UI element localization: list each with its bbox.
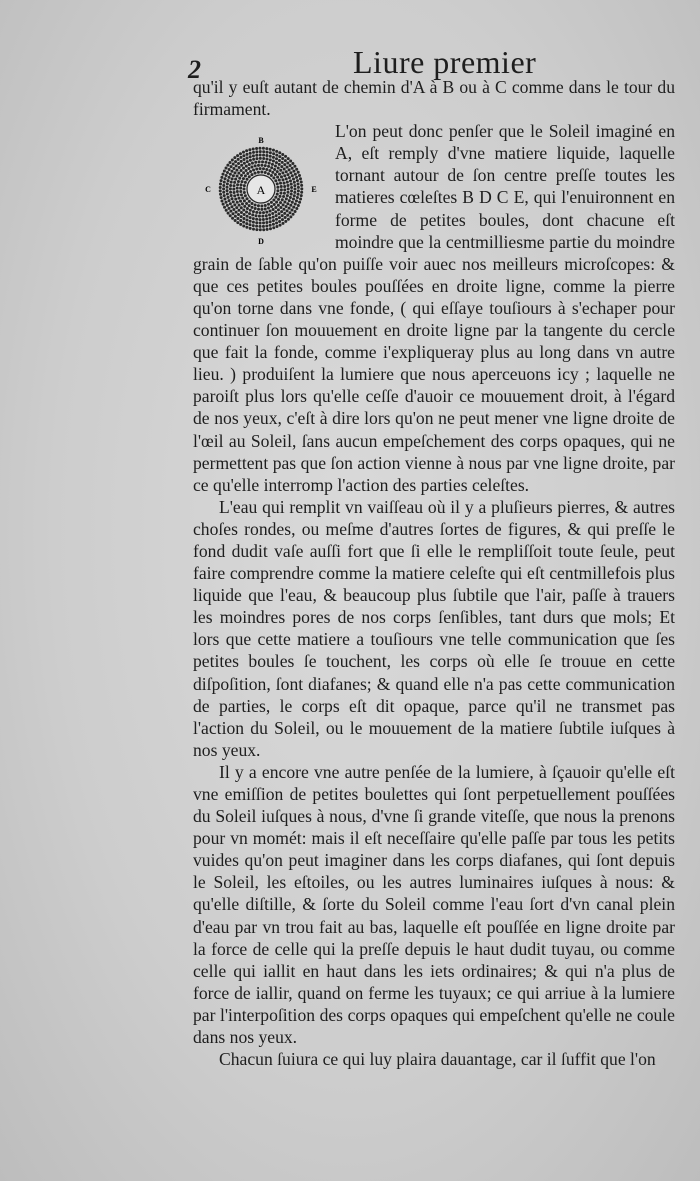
paragraph-sun [193, 120, 675, 496]
paragraph-sun-text: L'on peut donc penſer que le Soleil imaginé en A, eſt remply d'vne matiere liquide, laquelle tornant autour de ſon centre preſſe toutes les matieres cœleſtes B D C E, qui l'enuironnent en forme de petites boules, dont chacune eſt moindre que la centmilliesme partie du moindre grain de ſable qu'on puiſſe voir auec nos meilleurs microſcopes: & que ces petites boules pouſſées en droite ligne, comme la pierre qu'on torne dans vne fonde, ( qui eſſaye touſiours à s'echaper pour continuer ſon mouuement en droite ligne par la tangente du cercle que fait la fonde, comme i'expliqueray plus au long dans vn autre lieu. ) produiſent la lumiere que nous aperceuons icy ; laquelle ne paroiſt plus lors qu'elle ceſſe d'auoir ce mouuement droit, à l'égard de nos yeux, c'eſt à dire lors qu'on ne peut mener vne ligne droite de l'œil au Soleil, ſans aucun empeſchement des corps opaques, qui ne permettent pas que ſon action vienne à nous par vne ligne droite, par ce qu'elle interromp l'action des parties celeſtes. [193, 121, 675, 495]
figure-label-d: D [258, 237, 264, 246]
figure-label-e: E [311, 185, 317, 194]
paragraph-continuation: qu'il y euſt autant de chemin d'A à B ou à C comme dans le tour du firmament. [193, 77, 675, 120]
paragraph-emission: Il y a encore vne autre penſée de la lumiere, à ſçauoir qu'elle eſt vne emiſſion de petites boulettes qui ſont perpetuellement pouſſées du Soleil iuſques à nous, d'vne ſi grande viteſſe, que nous la prenons pour vn momét: mais il eſt neceſſaire qu'elle paſſe par tous les petits vuides qu'on peut imaginer dans les corps diafanes, qui ſont depuis le Soleil, les eſtoiles, ou les autres luminaires iuſques à nous: & qu'elle diſtille, & ſorte du Soleil comme l'eau ſort d'vn canal plein d'eau par vn trou fait au bas, laquelle eſt pouſſée en ligne droite par la force de celle qui la preſſe depuis le haut dudit tuyau, ou comme celle qui iallit en haut dans les iets ordinaires; & qui n'a plus de force de iallir, quand on ferme les tuyaux; ce qui arriue à la lumiere par l'interpoſition des corps opaques qui empeſchent qu'elle ne coule dans nos yeux. [193, 761, 675, 1048]
figure-label-b: B [258, 136, 264, 145]
figure-label-a: A [256, 183, 266, 197]
page-number: 2 [188, 55, 201, 84]
figure-label-c: C [205, 185, 211, 194]
body-text [193, 76, 675, 1070]
figure-wrap-space [193, 120, 335, 250]
paragraph-water: L'eau qui remplit vn vaiſſeau où il y a pluſieurs pierres, & autres choſes rondes, ou meſme d'autres ſortes de figures, & qui preſſe le fond dudit vaſe auſſi fort que ſi elle le rempliſſoit toute ſeule, peut faire comprendre comme la matiere celeſte qui eſt centmillefois plus liquide que l'eau, & beaucoup plus ſubtile que l'air, paſſe à trauers les moindres pores de nos corps ſenſibles, tant durs que mols; Et lors que cette matiere a touſiours vne telle communication que ſes petites boules ſe touchent, les corps où elle ſe trouue en cette diſpoſition, ſont diafanes; & quand elle n'a pas cette communication de parties, le corps eſt dit opaque, parce qu'il ne transmet pas l'action du Soleil, ou le mouuement de la matiere ſubtile iuſques à nos yeux. [193, 496, 675, 760]
paragraph-conclusion: Chacun ſuiura ce qui luy plaira dauantage, car il ſuffit que l'on [219, 1049, 656, 1070]
running-title: Liure premier [353, 44, 537, 80]
